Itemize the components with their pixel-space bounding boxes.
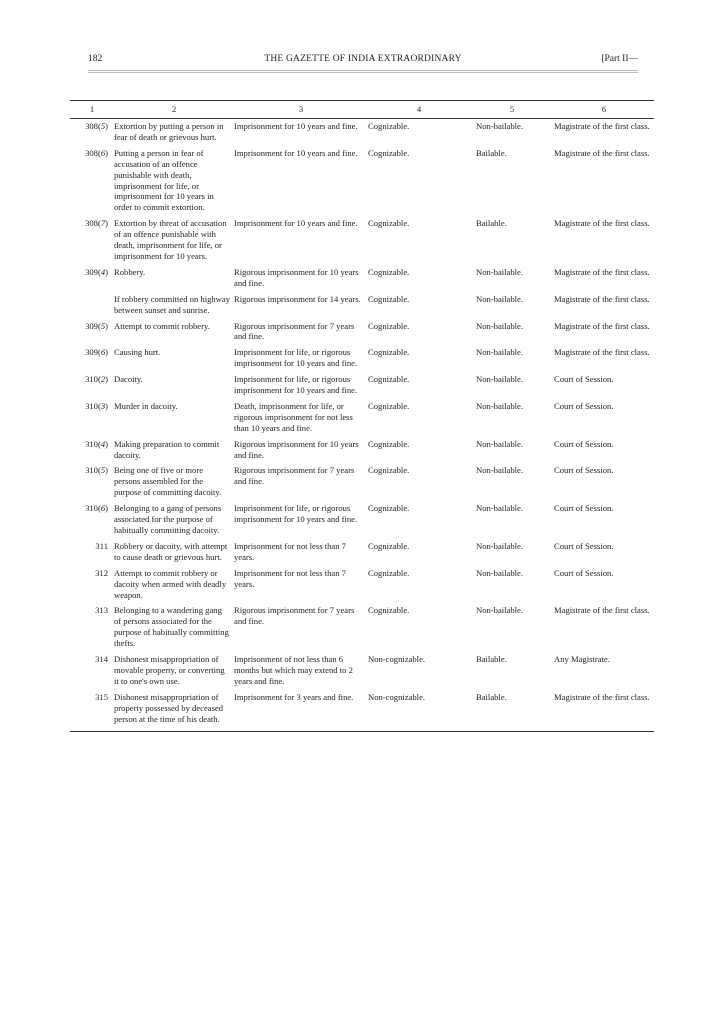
section-number xyxy=(70,119,114,146)
bailable-cell: Non-bailable. xyxy=(476,503,524,514)
punishment-cell: Imprisonment for 3 years and fine. xyxy=(234,690,368,731)
cognizable-cell: Cognizable. xyxy=(368,320,410,331)
offence-cell: Extortion by putting a person in fear of death or grievous hurt. xyxy=(114,121,224,142)
section-main: 313 xyxy=(95,605,108,616)
column-header: 6 xyxy=(554,101,654,119)
page-header xyxy=(88,54,638,70)
offence-cell: Attempt to commit robbery or dacoity when armed with deadly weapon. xyxy=(114,567,227,600)
section-main: 309( xyxy=(85,320,101,331)
offence-cell: Being one of five or more persons assembled for the purpose of committing dacoity. xyxy=(114,465,222,498)
cognizable-cell: Cognizable. xyxy=(368,374,410,385)
bailable-cell: Non-bailable. xyxy=(476,266,524,277)
column-number-row xyxy=(70,101,654,119)
cognizable-cell: Cognizable. xyxy=(368,438,410,449)
punishment-cell: Imprisonment for 10 years and fine. xyxy=(234,147,358,158)
part-label: [Part II— xyxy=(601,54,638,64)
section-main: 309( xyxy=(85,347,101,358)
punishment-cell: Imprisonment of not less than 6 months but which may extend to 2 years and fine. xyxy=(234,654,353,686)
table-row xyxy=(70,146,654,216)
offence-table xyxy=(70,100,654,732)
column-header: 2 xyxy=(114,101,234,119)
punishment-cell: Imprisonment for 10 years and fine. xyxy=(234,121,358,131)
table-row xyxy=(70,372,654,399)
section-number xyxy=(70,690,114,731)
court-cell: Magistrate of the first class. xyxy=(554,320,650,331)
section-number xyxy=(70,345,114,372)
court-cell: Magistrate of the first class. xyxy=(554,347,650,358)
bailable-cell: Bailable. xyxy=(476,147,507,158)
section-subsection: 4 xyxy=(100,266,106,277)
section-subsection: 2 xyxy=(100,374,106,385)
section-close: ) xyxy=(105,465,108,476)
section-subsection: 5 xyxy=(100,465,106,476)
table-body xyxy=(70,119,654,732)
section-main: 310( xyxy=(85,374,101,385)
court-cell: Magistrate of the first class. xyxy=(554,266,650,277)
cognizable-cell: Cognizable. xyxy=(368,465,410,476)
cognizable-cell: Cognizable. xyxy=(368,147,410,158)
table-row xyxy=(70,292,654,319)
cognizable-cell: Non-cognizable. xyxy=(368,690,470,731)
punishment-cell: Rigorous imprisonment for 7 years and fine. xyxy=(234,605,355,627)
offence-cell: Belonging to a wandering gang of persons associated for the purpose of habitually committing thefts. xyxy=(114,605,229,649)
section-main: 315 xyxy=(95,691,108,702)
section-main: 312 xyxy=(95,567,108,578)
punishment-cell: Rigorous imprisonment for 7 years and fine. xyxy=(234,465,355,487)
section-close: ) xyxy=(105,347,108,358)
cognizable-cell: Cognizable. xyxy=(368,503,410,514)
cognizable-cell: Cognizable. xyxy=(368,218,410,229)
section-number xyxy=(70,319,114,346)
table-row xyxy=(70,119,654,146)
court-cell: Court of Session. xyxy=(554,400,614,411)
punishment-cell: Rigorous imprisonment for 10 years and fine. xyxy=(234,438,359,460)
section-subsection: 7 xyxy=(100,218,106,229)
table-header xyxy=(70,101,654,119)
section-subsection: 6 xyxy=(100,147,106,158)
table-row xyxy=(70,345,654,372)
court-cell: Magistrate of the first class. xyxy=(554,605,650,616)
court-cell: Magistrate of the first class. xyxy=(554,121,650,131)
bailable-cell: Non-bailable. xyxy=(476,347,524,358)
bailable-cell: Bailable. xyxy=(470,690,554,731)
column-header: 1 xyxy=(70,101,114,119)
offence-cell: Belonging to a gang of persons associated for the purpose of habitually committing dacoity. xyxy=(114,503,222,535)
cognizable-cell: Cognizable. xyxy=(368,347,410,358)
bailable-cell: Non-bailable. xyxy=(476,293,524,304)
offence-cell: Robbery or dacoity, with attempt to cause death or grievous hurt. xyxy=(114,540,228,562)
section-number xyxy=(70,437,114,464)
section-close: ) xyxy=(105,218,108,229)
cognizable-cell: Cognizable. xyxy=(368,605,410,616)
section-subsection: 5 xyxy=(100,121,106,131)
table-row xyxy=(70,216,654,265)
punishment-cell: Rigorous imprisonment for 7 years and fine. xyxy=(234,320,355,342)
table-row xyxy=(70,690,654,731)
offence-cell: If robbery committed on highway between sunset and sunrise. xyxy=(114,293,230,315)
section-close: ) xyxy=(105,266,108,277)
section-subsection: 5 xyxy=(100,320,106,331)
gazette-title: THE GAZETTE OF INDIA EXTRAORDINARY xyxy=(264,54,462,64)
section-main: 310( xyxy=(85,503,101,514)
bailable-cell: Non-bailable. xyxy=(476,605,524,616)
section-main: 310( xyxy=(85,465,101,476)
court-cell: Court of Session. xyxy=(554,567,614,578)
section-subsection: 4 xyxy=(100,438,106,449)
offence-cell: Causing hurt. xyxy=(114,347,161,358)
cognizable-cell: Cognizable. xyxy=(368,293,410,304)
bailable-cell: Non-bailable. xyxy=(476,465,524,476)
section-main: 308( xyxy=(85,218,101,229)
offence-cell: Murder in dacoity. xyxy=(114,400,178,411)
section-main: 309( xyxy=(85,266,101,277)
table-row xyxy=(70,265,654,292)
table-row xyxy=(70,652,654,690)
section-number xyxy=(70,372,114,399)
section-main: 308( xyxy=(85,147,101,158)
bailable-cell: Bailable. xyxy=(476,654,507,665)
offence-cell: Putting a person in fear of accusation of an offence punishable with death, imprisonment for life, or imprisonment for 10 years in order to commit extortion. xyxy=(114,147,214,213)
section-main: 310( xyxy=(85,438,101,449)
section-subsection: 6 xyxy=(100,347,106,358)
column-header: 3 xyxy=(234,101,368,119)
section-close: ) xyxy=(105,374,108,385)
section-number xyxy=(70,566,114,604)
table-row xyxy=(70,399,654,437)
offence-cell: Robbery. xyxy=(114,266,146,277)
court-cell: Court of Session. xyxy=(554,503,614,514)
punishment-cell: Imprisonment for life, or rigorous imprisonment for 10 years and fine. xyxy=(234,347,358,369)
cognizable-cell: Non-cognizable. xyxy=(368,654,426,665)
bailable-cell: Non-bailable. xyxy=(476,320,524,331)
section-close: ) xyxy=(105,320,108,331)
table-row xyxy=(70,319,654,346)
punishment-cell: Rigorous imprisonment for 10 years and fine. xyxy=(234,266,359,288)
section-number xyxy=(70,603,114,652)
bailable-cell: Non-bailable. xyxy=(476,400,524,411)
bailable-cell: Bailable. xyxy=(476,218,507,229)
bailable-cell: Non-bailable. xyxy=(476,567,524,578)
section-main: 311 xyxy=(95,540,108,551)
table-row xyxy=(70,539,654,566)
bailable-cell: Non-bailable. xyxy=(476,121,524,131)
column-header: 4 xyxy=(368,101,470,119)
section-main: 310( xyxy=(85,400,101,411)
punishment-cell: Imprisonment for 10 years and fine. xyxy=(234,218,358,229)
page-number: 182 xyxy=(88,54,103,64)
cognizable-cell: Cognizable. xyxy=(368,400,410,411)
section-main: 314 xyxy=(95,654,108,665)
punishment-cell: Imprisonment for life, or rigorous imprisonment for 10 years and fine. xyxy=(234,503,358,525)
bailable-cell: Non-bailable. xyxy=(476,438,524,449)
column-header: 5 xyxy=(470,101,554,119)
court-cell: Magistrate of the first class. xyxy=(554,690,654,731)
cognizable-cell: Cognizable. xyxy=(368,266,410,277)
section-number xyxy=(70,292,114,319)
court-cell: Magistrate of the first class. xyxy=(554,293,650,304)
punishment-cell: Rigorous imprisonment for 14 years. xyxy=(234,293,361,304)
offence-cell: Dishonest misappropriation of property possessed by deceased person at the time of his death. xyxy=(114,690,234,731)
court-cell: Magistrate of the first class. xyxy=(554,147,650,158)
court-cell: Magistrate of the first class. xyxy=(554,218,650,229)
cognizable-cell: Cognizable. xyxy=(368,121,410,131)
section-number xyxy=(70,463,114,501)
offence-cell: Dacoity. xyxy=(114,374,143,385)
punishment-cell: Death, imprisonment for life, or rigorous imprisonment for not less than 10 years and fine. xyxy=(234,400,353,433)
header-rule xyxy=(88,70,638,73)
court-cell: Court of Session. xyxy=(554,540,614,551)
table-row xyxy=(70,463,654,501)
court-cell: Court of Session. xyxy=(554,374,614,385)
section-close: ) xyxy=(105,121,108,131)
court-cell: Court of Session. xyxy=(554,465,614,476)
offence-cell: Dishonest misappropriation of movable property, or converting it to one's own use. xyxy=(114,654,225,686)
punishment-cell: Imprisonment for life, or rigorous imprisonment for 10 years and fine. xyxy=(234,374,358,396)
table-row xyxy=(70,437,654,464)
section-main: 308( xyxy=(85,121,101,131)
offence-cell: Attempt to commit robbery. xyxy=(114,320,210,331)
section-number xyxy=(70,146,114,216)
section-number xyxy=(70,539,114,566)
cognizable-cell: Cognizable. xyxy=(368,540,410,551)
punishment-cell: Imprisonment for not less than 7 years. xyxy=(234,567,346,589)
section-number xyxy=(70,652,114,690)
section-close: ) xyxy=(105,400,108,411)
section-subsection: 3 xyxy=(100,400,106,411)
section-subsection: 6 xyxy=(100,503,106,514)
offence-cell: Extortion by threat of accusation of an offence punishable with death, imprisonment for life, or imprisonment for 10 years. xyxy=(114,218,227,261)
bailable-cell: Non-bailable. xyxy=(476,374,524,385)
court-cell: Court of Session. xyxy=(554,438,614,449)
offence-cell: Making preparation to commit dacoity. xyxy=(114,438,220,460)
section-number xyxy=(70,265,114,292)
court-cell: Any Magistrate. xyxy=(554,654,610,665)
section-number xyxy=(70,501,114,539)
section-number xyxy=(70,399,114,437)
cognizable-cell: Cognizable. xyxy=(368,567,410,578)
table-row xyxy=(70,566,654,604)
table-row xyxy=(70,603,654,652)
table-row xyxy=(70,501,654,539)
punishment-cell: Imprisonment for not less than 7 years. xyxy=(234,540,346,562)
section-close: ) xyxy=(105,503,108,514)
section-number xyxy=(70,216,114,265)
bailable-cell: Non-bailable. xyxy=(476,540,524,551)
section-close: ) xyxy=(105,147,108,158)
section-close: ) xyxy=(105,438,108,449)
